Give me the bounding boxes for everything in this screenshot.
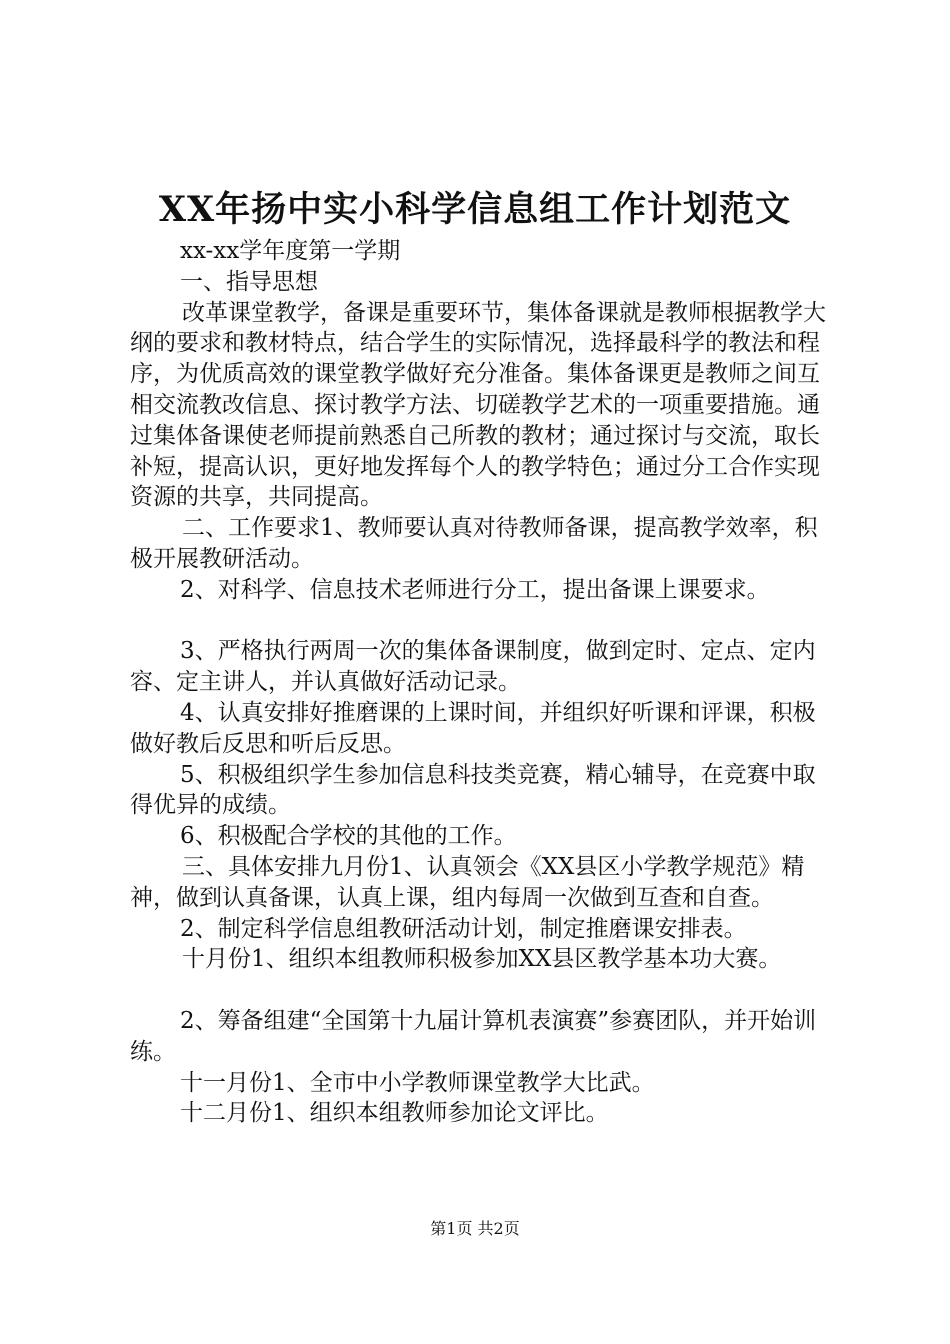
paragraph-september-item-2: 2、制定科学信息组教研活动计划，制定推磨课安排表。	[180, 915, 747, 942]
paragraph-november-plan: 十一月份1、全市中小学教师课堂教学大比武。	[180, 1069, 655, 1096]
paragraph-october-item-2: 2、筹备组建“全国第十九届计算机表演赛”参赛团队，并开始训练。	[130, 1007, 817, 1065]
paragraph-requirement-5: 5、积极组织学生参加信息科技类竞赛，精心辅导，在竞赛中取得优异的成绩。	[130, 761, 816, 819]
paragraph-december-plan: 十二月份1、组织本组教师参加论文评比。	[180, 1100, 609, 1127]
paragraph-september-plan: 三、具体安排九月份1、认真领会《XX县区小学教学规范》精神，做到认真备课，认真上课，组内每周一次做到互查和自查。	[130, 853, 805, 911]
paragraph-requirement-3: 3、严格执行两周一次的集体备课制度，做到定时、定点、定内容、定主讲人，并认真做好活动记录。	[130, 638, 816, 696]
paragraph-requirement-2: 2、对科学、信息技术老师进行分工，提出备课上课要求。	[180, 576, 770, 603]
paragraph-guiding-thought: 改革课堂教学，备课是重要环节，集体备课就是教师根据教学大纲的要求和教材特点，结合学生的实际情况，选择最科学的教法和程序，为优质高效的课堂教学做好充分准备。集体备课更是教师之间互相交流教改信息、探讨教学方法、切磋教学艺术的一项重要措施。通过集体备课使老师提前熟悉自己所教的教材；通过探讨与交流，取长补短，提高认识，更好地发挥每个人的教学特色；通过分工合作实现资源的共享，共同提高。	[130, 299, 826, 511]
document-body	[130, 236, 830, 1129]
paragraph-october-plan: 十月份1、组织本组教师积极参加XX县区教学基本功大赛。	[182, 946, 782, 973]
paragraph-requirement-6: 6、积极配合学校的其他的工作。	[180, 823, 517, 850]
paragraph-work-requirements: 二、工作要求1、教师要认真对待教师备课，提高教学效率，积极开展教研活动。	[130, 515, 818, 572]
blank-line	[130, 606, 830, 637]
page-number: 第1页 共2页	[430, 1219, 520, 1238]
blank-line	[130, 975, 830, 1006]
document-title: XX年扬中实小科学信息组工作计划范文	[158, 189, 792, 230]
paragraph-requirement-4: 4、认真安排好推磨课的上课时间，并组织好听课和评课，积极做好教后反思和听后反思。	[130, 699, 816, 757]
section-heading-guiding-thought: 一、指导思想	[180, 268, 318, 295]
semester-line: xx-xx学年度第一学期	[180, 238, 401, 264]
